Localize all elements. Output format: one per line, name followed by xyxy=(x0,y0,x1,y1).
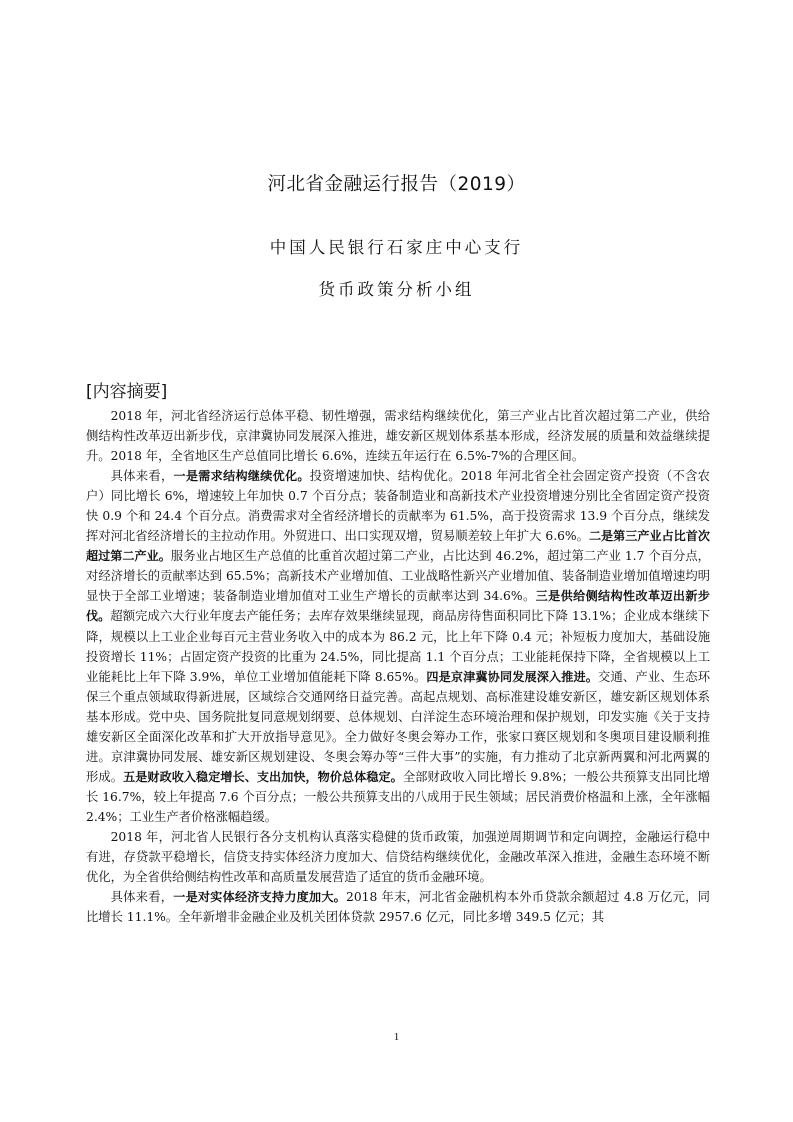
key-point-5: 五是财政收入稳定增长、支出加快，物价总体稳定。 xyxy=(123,769,403,784)
author-group: 货币政策分析小组 xyxy=(318,280,475,299)
paragraph-text: 2018 年末，河北省金融机构本外币贷款余额超过 4.8 万亿元，同比增长 11.1%。全年新增非金融企业及机关团体贷款 2957.6 亿元，同比多增 349.5 亿元；其 xyxy=(86,890,710,925)
paragraph-text: 服务业占地区生产总值的比重首次超过第二产业，占比达到 46.2%，超过第二产业 1.7 个百分点，对经济增长的贡献率达到 65.5%；高新技术产业增加值、工业战略性新兴产业增加值、装备制造业增加值增速均明显快于全部工业增速；装备制造业增加值对工业生产增长的贡献率达到 34.6%。 xyxy=(86,549,710,604)
author-organization: 中国人民银行石家庄中心支行 xyxy=(269,238,524,257)
paragraph-3 xyxy=(86,827,710,887)
key-point-2: 二是第三产业占比首次超过第二产业。 xyxy=(86,529,710,564)
paragraph-2 xyxy=(86,466,710,827)
abstract-body xyxy=(86,406,710,927)
paragraph-text: 交通、产业、生态环保三个重点领域取得新进展，区域综合交通网络日益完善。高起点规划、高标准建设雄安新区，雄安新区规划体系基本形成。党中央、国务院批复同意规划纲要、总体规划、白洋淀生态环境治理和保护规划，印发实施《关于支持雄安新区全面深化改革和扩大开放指导意见》。全力做好冬奥会筹办工作，张家口赛区规划和冬奥项目建设顺利推进。京津冀协同发展、雄安新区规划建设、冬奥会筹办等“三件大事”的实施，有力推动了北京新两翼和河北两翼的形成。 xyxy=(86,669,710,784)
paragraph-text: 全部财政收入同比增长 9.8%；一般公共预算支出同比增长 16.7%，较上年提高 7.6 个百分点；一般公共预算支出的八成用于民生领域；居民消费价格温和上涨，全年涨幅 2.4%；工业生产者价格涨幅趋缓。 xyxy=(86,769,710,824)
key-point-1: 一是需求结构继续优化。 xyxy=(173,469,310,484)
section-heading: [内容摘要] xyxy=(86,382,168,402)
paragraph-text: 超额完成六大行业年度去产能任务；去库存效果继续显现，商品房待售面积同比下降 13.1%；企业成本继续下降，规模以上工业企业每百元主营业务收入中的成本为 86.2 元，比上年下降 0.4 元；补短板力度加大，基础设施投资增长 11%；占固定资产投资的比重为 24.5%，同比提高 1.1 个百分点；工业能耗保持下降，全省规模以上工业能耗比上年下降 3.9%，单位工业增加值能耗下降 8.65%。 xyxy=(86,609,710,684)
paragraph-text: 具体来看， xyxy=(110,890,174,905)
key-point-3: 三是供给侧结构性改革迈出新步伐。 xyxy=(86,589,710,624)
key-point-4: 四是京津冀协同发展深入推进。 xyxy=(426,669,599,684)
paragraph-1 xyxy=(86,406,710,466)
paragraph-text: 2018 年，河北省经济运行总体平稳、韧性增强，需求结构继续优化，第三产业占比首次超过第二产业，供给侧结构性改革迈出新步伐，京津冀协同发展深入推进，雄安新区规划体系基本形成，经济发展的质量和效益继续提升。2018 年，全省地区生产总值同比增长 6.6%，连续五年运行在 6.5%-7%的合理区间。 xyxy=(86,409,710,464)
paragraph-4 xyxy=(86,887,710,927)
report-title: 河北省金融运行报告（2019） xyxy=(267,174,526,195)
paragraph-text: 具体来看， xyxy=(110,469,174,484)
paragraph-text: 投资增速加快、结构优化。2018 年河北省全社会固定资产投资（不含农户）同比增长 6%，增速较上年加快 0.7 个百分点；装备制造业和高新技术产业投资增速分别比全省固定资产投资快 0.9 个和 24.4 个百分点。消费需求对全省经济增长的贡献率为 61.5%，高于投资需求 13.9 个百分点，继续发挥对河北省经济增长的主拉动作用。外贸进口、出口实现双增，贸易顺差较上年扩大 6.6%。 xyxy=(86,469,710,544)
paragraph-text: 2018 年，河北省人民银行各分支机构认真落实稳健的货币政策，加强逆周期调节和定向调控，金融运行稳中有进，存贷款平稳增长，信贷支持实体经济力度加大、信贷结构继续优化，金融改革深入推进，金融生态环境不断优化，为全省供给侧结构性改革和高质量发展营造了适宜的货币金融环境。 xyxy=(86,829,710,885)
page-number: 1 xyxy=(393,1031,400,1043)
key-point-6: 一是对实体经济支持力度加大。 xyxy=(173,890,346,905)
